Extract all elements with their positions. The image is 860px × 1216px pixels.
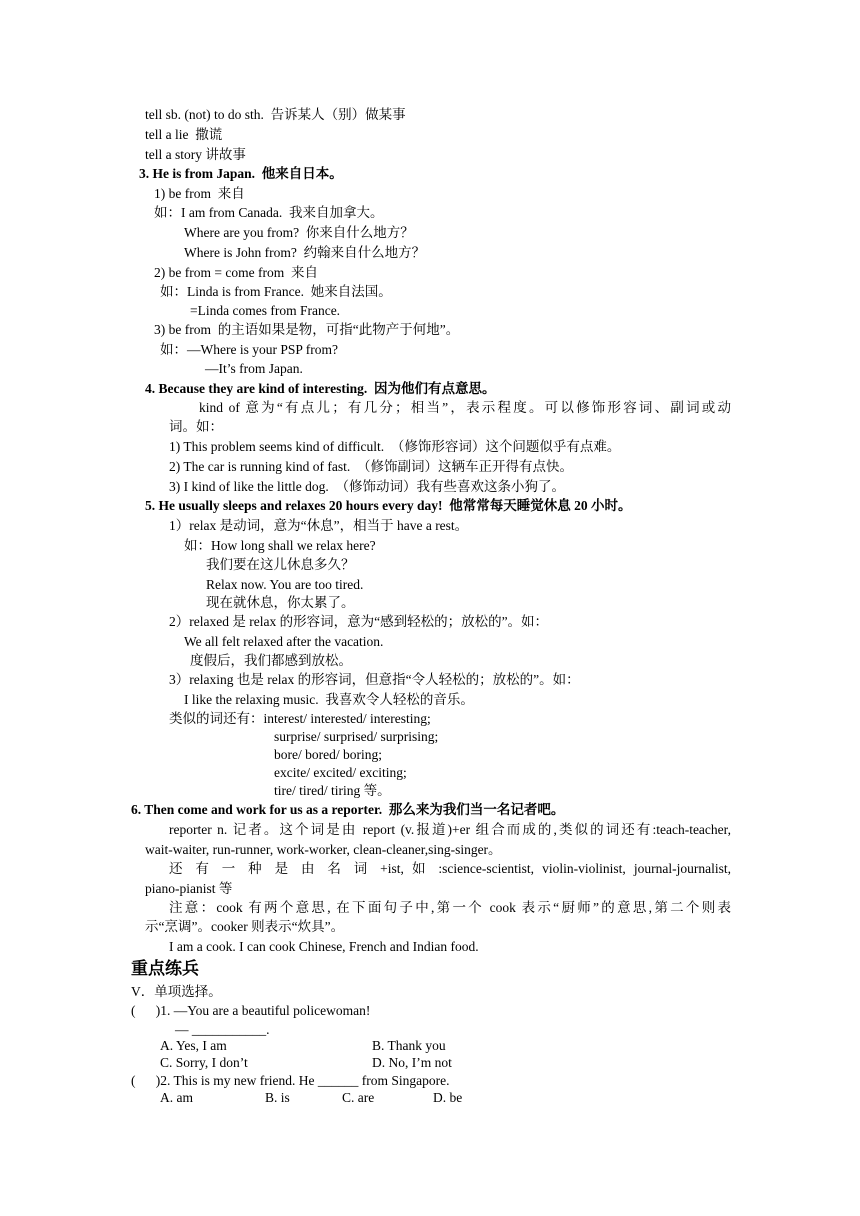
text-line: 如：I am from Canada. 我来自加拿大。 bbox=[154, 205, 384, 220]
text-line: D. be bbox=[433, 1090, 463, 1105]
text-line: 如：How long shall we relax here? bbox=[184, 538, 376, 553]
text-line: 度假后，我们都感到放松。 bbox=[190, 653, 352, 668]
text-line: A. Yes, I am bbox=[160, 1038, 227, 1053]
text-line: We all felt relaxed after the vacation. bbox=[184, 634, 384, 649]
text-line: 1）relax 是动词，意为“休息”，相当于 have a rest。 bbox=[169, 518, 469, 533]
text-line: ( )1. —You are a beautiful policewoman! bbox=[131, 1003, 371, 1018]
text-line: 2) The car is running kind of fast. （修饰副词）这辆车正开得有点快。 bbox=[169, 459, 573, 474]
text-line: kind of 意为“有点儿；有几分；相当”，表示程度。可以修饰形容词、副词或动 bbox=[199, 400, 731, 415]
text-line: Where are you from? 你来自什么地方？ bbox=[184, 225, 414, 240]
text-line: C. Sorry, I don’t bbox=[160, 1055, 248, 1070]
text-line: —It’s from Japan. bbox=[205, 361, 303, 376]
text-line: 词。如： bbox=[169, 419, 223, 434]
text-line: 1) be from 来自 bbox=[154, 186, 245, 201]
text-line: V．单项选择。 bbox=[131, 984, 222, 999]
text-line: 3) I kind of like the little dog. （修饰动词）我有些喜欢这条小狗了。 bbox=[169, 479, 565, 494]
text-line: reporter n. 记者。这个词是由 report (v.报道)+er 组合而成的,类似的词还有:teach-teacher, bbox=[169, 822, 731, 837]
text-line: B. Thank you bbox=[372, 1038, 446, 1053]
text-line: 3）relaxing 也是 relax 的形容词，但意指“令人轻松的；放松的”。如： bbox=[169, 672, 580, 687]
text-line: excite/ excited/ exciting; bbox=[274, 765, 407, 780]
text-line: tell sb. (not) to do sth. 告诉某人（别）做某事 bbox=[145, 107, 406, 122]
text-line: 如：Linda is from France. 她来自法国。 bbox=[160, 284, 392, 299]
text-line: 注意：cook 有两个意思, 在下面句子中,第一个 cook 表示“厨师”的意思,第二个则表 bbox=[169, 900, 731, 915]
text-line: wait-waiter, run-runner, work-worker, clean-cleaner,sing-singer。 bbox=[145, 842, 502, 857]
text-line: surprise/ surprised/ surprising; bbox=[274, 729, 439, 744]
text-line: Relax now. You are too tired. bbox=[206, 577, 364, 592]
text-line: tell a lie 撒谎 bbox=[145, 127, 223, 142]
text-line: 1) This problem seems kind of difficult. （修饰形容词）这个问题似乎有点难。 bbox=[169, 439, 621, 454]
text-line: I like the relaxing music. 我喜欢令人轻松的音乐。 bbox=[184, 692, 474, 707]
text-line: 还 有 一 种 是 由 名 词 +ist, 如 :science-scientist, violin-violinist, journal-journalist, bbox=[169, 861, 731, 876]
text-line: tell a story 讲故事 bbox=[145, 147, 246, 162]
text-line: 现在就休息，你太累了。 bbox=[206, 595, 355, 610]
text-line: =Linda comes from France. bbox=[190, 303, 341, 318]
text-line: D. No, I’m not bbox=[372, 1055, 452, 1070]
text-line: I am a cook. I can cook Chinese, French and Indian food. bbox=[169, 939, 479, 954]
text-line: 5. He usually sleeps and relaxes 20 hours every day! 他常常每天睡觉休息 20 小时。 bbox=[145, 498, 632, 513]
section-heading: 重点练兵 bbox=[131, 959, 199, 979]
text-line: 6. Then come and work for us as a reporter. 那么来为我们当一名记者吧。 bbox=[131, 802, 565, 817]
text-line: A. am bbox=[160, 1090, 193, 1105]
text-line: — ___________. bbox=[175, 1022, 270, 1037]
text-line: 3) be from 的主语如果是物，可指“此物产于何地”。 bbox=[154, 322, 460, 337]
text-line: C. are bbox=[342, 1090, 375, 1105]
text-line: 如：—Where is your PSP from? bbox=[160, 342, 338, 357]
text-line: 4. Because they are kind of interesting. 因为他们有点意思。 bbox=[145, 381, 496, 396]
text-line: tire/ tired/ tiring 等。 bbox=[274, 783, 391, 798]
text-line: Where is John from? 约翰来自什么地方？ bbox=[184, 245, 426, 260]
text-line: 我们要在这儿休息多久？ bbox=[206, 557, 355, 572]
text-line: bore/ bored/ boring; bbox=[274, 747, 382, 762]
text-line: ( )2. This is my new friend. He ______ from Singapore. bbox=[131, 1073, 450, 1088]
text-line: 3. He is from Japan. 他来自日本。 bbox=[139, 166, 343, 181]
text-line: 2）relaxed 是 relax 的形容词，意为“感到轻松的；放松的”。如： bbox=[169, 614, 549, 629]
text-line: B. is bbox=[265, 1090, 290, 1105]
text-line: piano-pianist 等 bbox=[145, 881, 233, 896]
text-line: 示“烹调”。cooker 则表示“炊具”。 bbox=[145, 919, 345, 934]
text-line: 2) be from = come from 来自 bbox=[154, 265, 318, 280]
text-line: 类似的词还有：interest/ interested/ interesting; bbox=[169, 711, 431, 726]
